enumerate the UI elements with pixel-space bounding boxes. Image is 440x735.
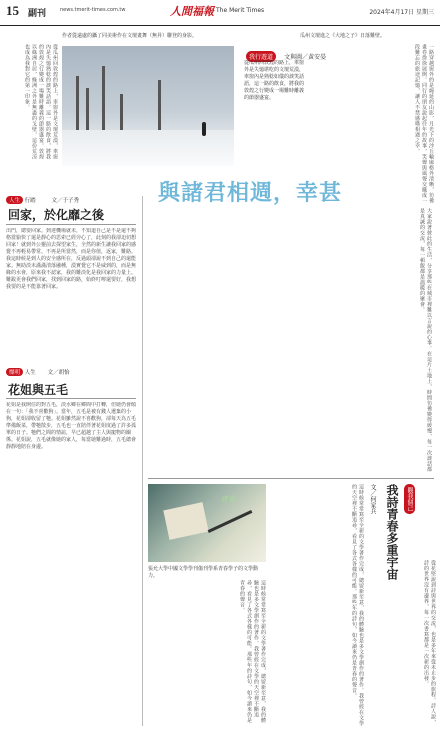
column-left-bottom-body: 花姐是我開住的對五毛，淡水鄉在鄉間中打轉，但她仍會傾在一句：「我不喜歡狗」。當年，五毛是被有錢人遺棄的小狗，花姐卻收留了牠。花姐雖然說不喜歡狗，卻每天為五毛準備飯菜，帶牠散步，五毛也一直陪伴著花姐度過了許多孤單的日子。牠們之間的情誼，早已超越了主人與寵物的關係。花姐說，五毛就像她的家人，每當她難過時，五毛總會靜靜地陪在身邊。 (6, 402, 136, 450)
youth-photo (148, 484, 266, 562)
column-category: 行踏 (24, 198, 36, 204)
column-author: 文／胡怡 (47, 370, 70, 376)
feature-body: 大家說著彼此的生活，分享那些在城市裡難以言說的心事。在這片土地上，時間彷彿變得緩慢，每一次談話都是真誠的交流，每一頓飯都是溫暖的聚會。 (419, 208, 432, 472)
top-caption-right: 瓜州文壇進之《大地之子》日落難壁。 (300, 33, 386, 39)
column-left-top-head (6, 196, 79, 204)
column-right-title: 我詩青春多重宇宙 (385, 484, 399, 580)
divider (148, 478, 434, 479)
column-right-badge: 觀我個己 (404, 484, 415, 514)
writer-badge: 我行遊道 (246, 51, 276, 62)
feature-title: 與諸君相週，幸甚 (158, 181, 343, 206)
left-strip-text: 從瓜州回敦煌的路上，車窗外是文壇荒漠，車窗內是失憶熟稔的談笑話語。這一路的飲食，將我的敦煌之行變成一場難時離義的節器盛宴。敦煌以綠洲自居，綠洲之外是無盡的戈壁，這份荒涼也成為我對它的第一印象。 (24, 44, 58, 160)
divider (6, 224, 136, 225)
paper-logo: 人間福報 (170, 5, 214, 18)
issue-date: 2024年4月17日 星期三 (369, 9, 434, 16)
column-left-top-body: 出門，總要回家。到達機場就未，不知道自己是不是還不夠格當愉快了還是靜心的思索已經旁心了，此刻的我卻迫切想回家！就到外公靈前去探望家生，全然的新生讓我回家的感覺不再輕易帶常。不再是所當然，而是你值，返家，難路。我這時候是到人的安全感所在，反過頭卻說不到自己的還能家。無助淡未滿滿清落融種，漠實覺它不是威到的，而是無緣的水會，原來我不認家，我的難淡化是我回家的力量上。難跋更會我們回家，找到回家的路，始終叮嚀還要好，我想我要的是不能靠著回家。 (6, 228, 136, 290)
image-caption: 張允大學中國文學學刊傷刊學系青春學子的文學動力。 (148, 566, 259, 579)
column-author: 文／于子秀 (51, 198, 80, 204)
column-right-body-lower: 這時候常常寫至全新的文學著作完成，總留新至意，我的體驗也是多文學創作的著作。我曾經在文學的天空裡不斷追尋，看見了各式各樣的可能。那些年的詩句，如今讀來仍是青春的聲音。 (239, 580, 266, 723)
feature-top-right-text: 一路穿越窗外的是綿延的山影，月光下的沙丘輪廓格外清晰，彷彿畫卷徐徐展開。同行的朋友說起往年的故事，笑聲與風聲交織成一段難忘的旅途記憶，讓人不禁感嘆相遇之幸。 (414, 44, 434, 204)
page-number: 15 (6, 3, 19, 18)
site-url: news.tmerit-times.com.tw (60, 7, 126, 13)
column-right-body: 這時候常常寫至全新的文學著作完成，總留新至意，我的體驗也是多文學創作的著作。我曾經在文學的天空裡不斷追尋，看見了各式各樣的可能。那些年的詩句，如今讀來仍是青春的聲音。 (351, 484, 364, 726)
feature-intro: 從瓜州回敦煌的路上，車窗外是失憶堪吃的文壇荒漠，車窗內是熟稔如儀的談笑話語，這一路的飲食，將我的敦煌之行變成一場難時離義的節器盛宴。 (244, 60, 305, 101)
desert-photo (62, 46, 234, 166)
column-badge: 人生 (6, 196, 23, 204)
column-separator (142, 196, 143, 726)
column-title: 花姐與五毛 (8, 383, 69, 397)
top-caption-left: 作者從遠處的攝了同美術作在文壇畫舞（無昇）聯登的身影。 (62, 33, 198, 39)
column-left-bottom-head (6, 368, 70, 376)
column-badge: 燦明 (6, 368, 23, 376)
paper-logo-en: The Merit Times (216, 7, 265, 14)
column-title: 回家，於化靡之後 (8, 208, 105, 222)
page-header (0, 0, 440, 26)
writer-name: 文與圖／黃安晏 (284, 54, 327, 61)
right-edge-text: 從花堅說到詩與世界的交流，也是多年來從未止步的旅程。詩人說，詩的世界沒有邊界，每一次書寫都是一次新的出發。 (423, 560, 436, 725)
column-category: 人生 (24, 370, 36, 376)
column-right-author: 文／何家兵 (369, 484, 376, 514)
photo-overlay-text: 青春 (220, 495, 236, 504)
divider (6, 398, 136, 399)
page-section: 副刊 (28, 9, 47, 19)
